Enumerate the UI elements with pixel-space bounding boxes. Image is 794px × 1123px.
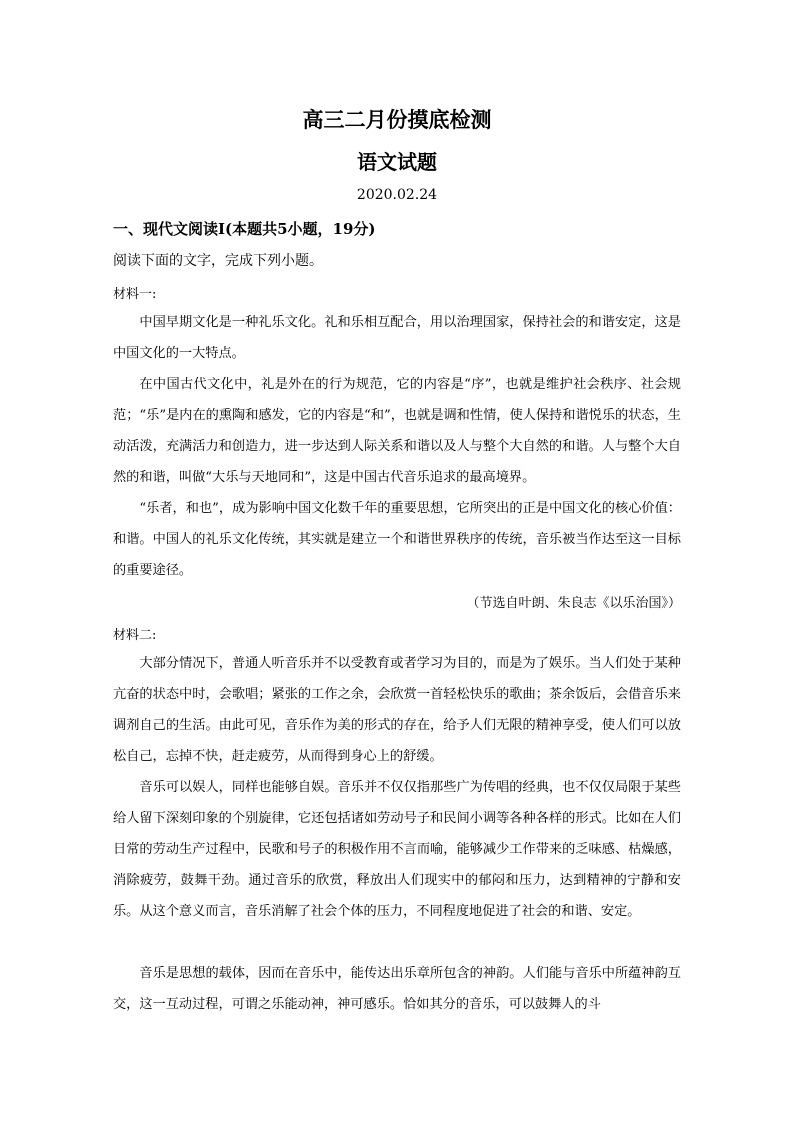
material-two-paragraph-1: 大部分情况下，普通人听音乐并不以受教育或者学习为目的，而是为了娱乐。当人们处于某种亢奋的状态中时，会歌唱；紧张的工作之余，会欣赏一首轻松快乐的歌曲；茶余饭后，会借音乐来调剂自己的生活。由此可见，音乐作为美的形式的存在，给予人们无限的精神享受，使人们可以放松自己，忘掉不快，赶走疲劳，从而得到身心上的舒缓。 — [113, 656, 681, 764]
section-instruction: 阅读下面的文字，完成下列小题。 — [113, 253, 323, 269]
material-one-source: （节选自叶朗、朱良志《以乐治国》） — [466, 596, 681, 611]
material-one-paragraph-3: “乐者，和也”，成为影响中国文化数千年的重要思想，它所突出的正是中国文化的核心价值：和谐。中国人的礼乐文化传统，其实就是建立一个和谐世界秩序的传统，音乐被当作达至这一目标的重要途径。 — [113, 501, 681, 578]
material-two-label: 材料二: — [113, 628, 157, 643]
material-one-paragraph-1: 中国早期文化是一种礼乐文化。礼和乐相互配合，用以治理国家，保持社会的和谐安定，这是中国文化的一大特点。 — [113, 315, 681, 361]
exam-date: 2020.02.24 — [356, 187, 438, 203]
material-one-paragraph-2: 在中国古代文化中，礼是外在的行为规范，它的内容是“序”，也就是维护社会秩序、社会规范；“乐”是内在的熏陶和感发，它的内容是“和”，也就是调和性情，使人保持和谐悦乐的状态，生动活泼，充满活力和创造力，进一步达到人际关系和谐以及人与整个大自然的和谐。人与整个大自然的和谐，叫做“大乐与天地同和”，这是中国古代音乐追求的最高境界。 — [113, 377, 681, 485]
material-two-paragraph-2: 音乐可以娱人，同样也能够自娱。音乐并不仅仅指那些广为传唱的经典，也不仅仅局限于某些给人留下深刻印象的个别旋律，它还包括诸如劳动号子和民间小调等各种各样的形式。比如在人们日常的劳动生产过程中，民歌和号子的积极作用不言而喻，能够减少工作带来的乏味感、枯燥感，消除疲劳，鼓舞干劲。通过音乐的欣赏，释放出人们现实中的郁闷和压力，达到精神的宁静和安乐。从这个意义而言，音乐消解了社会个体的压力，不同程度地促进了社会的和谐、安定。 — [113, 780, 681, 919]
material-two-paragraph-3: 音乐是思想的载体，因而在音乐中，能传达出乐章所包含的神韵。人们能与音乐中所蕴神韵互交，这一互动过程，可谓之乐能动神，神可感乐。恰如其分的音乐，可以鼓舞人的斗 — [113, 966, 681, 1012]
exam-subtitle: 语文试题 — [357, 150, 437, 174]
material-one-label: 材料一: — [113, 287, 157, 302]
exam-title: 高三二月份摸底检测 — [302, 107, 492, 132]
section-heading: 一、现代文阅读Ⅰ(本题共5小题，19分) — [113, 220, 376, 238]
